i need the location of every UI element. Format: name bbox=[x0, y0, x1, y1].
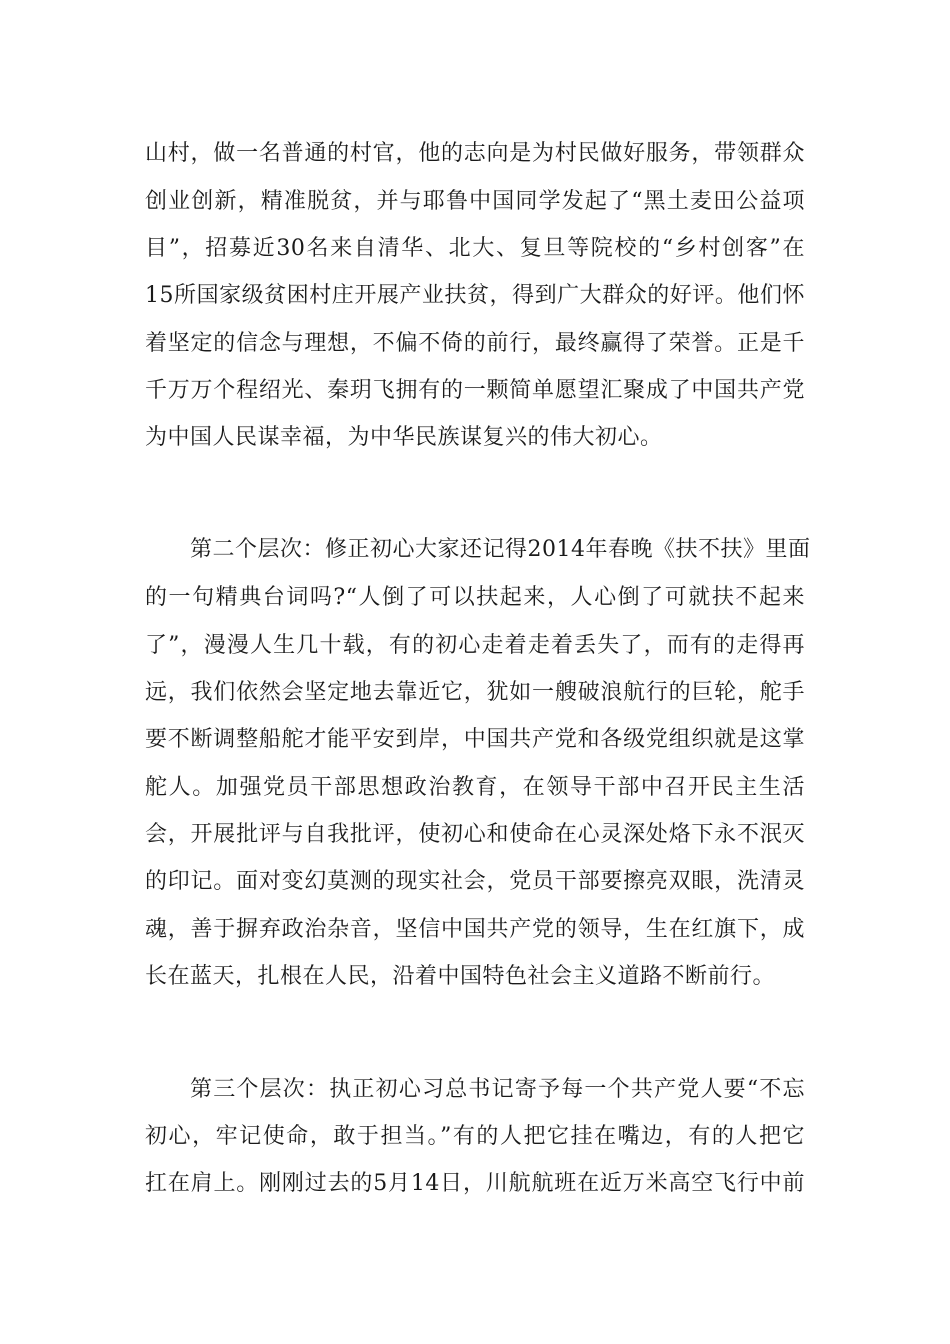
text-line: 15所国家级贫困村庄开展产业扶贫，得到广大群众的好评。他们怀 bbox=[145, 283, 805, 308]
text-line: 山村，做一名普通的村官，他的志向是为村民做好服务，带领群众 bbox=[145, 141, 805, 166]
text-line: 着坚定的信念与理想，不偏不倚的前行，最终赢得了荣誉。正是千 bbox=[145, 331, 805, 356]
text-line: 千万万个程绍光、秦玥飞拥有的一颗简单愿望汇聚成了中国共产党 bbox=[145, 378, 805, 403]
text-line: 长在蓝天，扎根在人民，沿着中国特色社会主义道路不断前行。 bbox=[145, 964, 776, 989]
text-line: 扛在肩上。刚刚过去的5月14日，川航航班在近万米高空飞行中前 bbox=[145, 1171, 805, 1196]
text-line: 的印记。面对变幻莫测的现实社会，党员干部要擦亮双眼，洗清灵 bbox=[145, 869, 805, 894]
text-line: 会，开展批评与自我批评，使初心和使命在心灵深处烙下永不泯灭 bbox=[145, 822, 805, 847]
text-line: 了”，漫漫人生几十载，有的初心走着走着丢失了，而有的走得再 bbox=[145, 633, 805, 658]
text-line: 的一句精典台词吗?“人倒了可以扶起来，人心倒了可就扶不起来 bbox=[145, 585, 805, 610]
text-line: 舵人。加强党员干部思想政治教育，在领导干部中召开民主生活 bbox=[145, 775, 805, 800]
text-line: 魂，善于摒弃政治杂音，坚信中国共产党的领导，生在红旗下，成 bbox=[145, 917, 805, 942]
text-line: 创业创新，精准脱贫，并与耶鲁中国同学发起了“黑土麦田公益项 bbox=[145, 189, 805, 214]
text-line: 目”，招募近30名来自清华、北大、复旦等院校的“乡村创客”在 bbox=[145, 236, 805, 261]
text-line: 第二个层次：修正初心大家还记得2014年春晚《扶不扶》里面 bbox=[190, 537, 811, 562]
text-line: 初心，牢记使命，敢于担当。”有的人把它挂在嘴边，有的人把它 bbox=[145, 1124, 805, 1149]
text-line: 第三个层次：执正初心习总书记寄予每一个共产党人要“不忘 bbox=[190, 1077, 805, 1102]
text-line: 远，我们依然会坚定地去靠近它，犹如一艘破浪航行的巨轮，舵手 bbox=[145, 680, 805, 705]
text-line: 要不断调整船舵才能平安到岸，中国共产党和各级党组织就是这掌 bbox=[145, 727, 805, 752]
text-line: 为中国人民谋幸福，为中华民族谋复兴的伟大初心。 bbox=[145, 425, 663, 450]
